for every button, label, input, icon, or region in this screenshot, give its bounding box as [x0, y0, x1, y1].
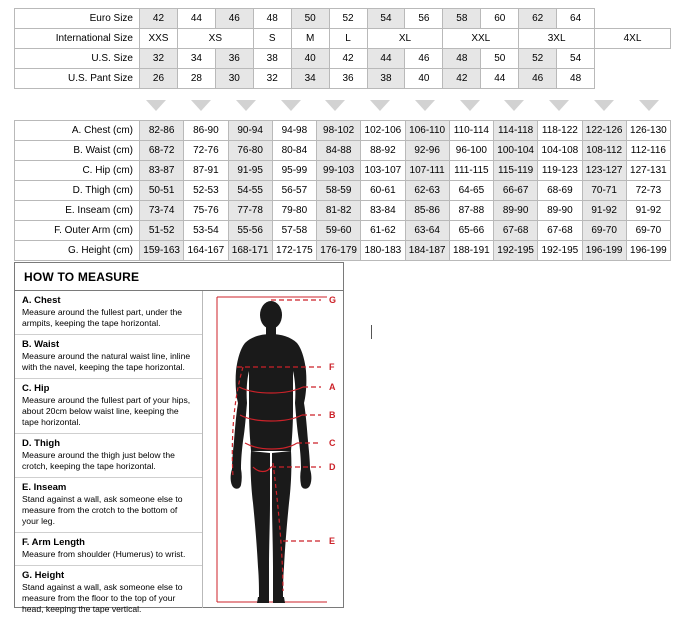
cell: 126-130 — [626, 121, 670, 141]
cell: 123-127 — [582, 161, 626, 181]
cell: 48 — [443, 49, 481, 69]
cell: 48 — [557, 69, 595, 89]
cell: 111-115 — [449, 161, 493, 181]
triangle-down-icon — [594, 100, 614, 111]
arrow-cell — [224, 94, 269, 116]
cell: 68-72 — [140, 141, 184, 161]
row-label-euro-size: Euro Size — [15, 9, 140, 29]
arrow-cell — [179, 94, 224, 116]
cell: 46 — [215, 9, 253, 29]
row-label-chest: A. Chest (cm) — [15, 121, 140, 141]
arrow-cell — [626, 94, 671, 116]
table-row-thigh — [15, 181, 671, 201]
cell: 52 — [519, 49, 557, 69]
cell: 3XL — [519, 29, 595, 49]
cell: 172-175 — [272, 241, 316, 261]
body-diagram-svg — [203, 291, 344, 608]
cell: 114-118 — [494, 121, 538, 141]
triangle-down-icon — [504, 100, 524, 111]
cell: 77-78 — [228, 201, 272, 221]
cell: 176-179 — [317, 241, 361, 261]
cell: 59-60 — [317, 221, 361, 241]
cell: 76-80 — [228, 141, 272, 161]
how-to-measure-body — [15, 291, 343, 614]
row-label-waist: B. Waist (cm) — [15, 141, 140, 161]
cell: XXL — [443, 29, 519, 49]
arrow-band — [14, 94, 671, 116]
cell: 58 — [443, 9, 481, 29]
cell: 159-163 — [140, 241, 184, 261]
measurement-figure — [203, 291, 343, 608]
cell: 107-111 — [405, 161, 449, 181]
cell: 40 — [291, 49, 329, 69]
cell: 103-107 — [361, 161, 405, 181]
table-row-inseam — [15, 201, 671, 221]
arrow-spacer — [14, 94, 134, 116]
cell: 54-55 — [228, 181, 272, 201]
cell: 54 — [367, 9, 405, 29]
measure-text: Measure around the thigh just below the crotch, keeping the tape horizontal. — [22, 450, 175, 471]
row-label-outer-arm: F. Outer Arm (cm) — [15, 221, 140, 241]
cell: 26 — [140, 69, 178, 89]
arrow-cell — [313, 94, 358, 116]
cell: 50 — [291, 9, 329, 29]
triangle-down-icon — [236, 100, 256, 111]
measure-text: Measure around the natural waist line, inline with the navel, keeping the tape horizontal. — [22, 351, 191, 372]
arrow-cell — [403, 94, 448, 116]
cell: 184-187 — [405, 241, 449, 261]
row-label-hip: C. Hip (cm) — [15, 161, 140, 181]
cell: 196-199 — [582, 241, 626, 261]
cell: 75-76 — [184, 201, 228, 221]
measure-text: Measure from shoulder (Humerus) to wrist. — [22, 549, 186, 559]
triangle-down-icon — [370, 100, 390, 111]
cell: 67-68 — [494, 221, 538, 241]
cell: 55-56 — [228, 221, 272, 241]
list-item — [15, 434, 202, 478]
marker-d: D — [329, 462, 336, 472]
cell: 122-126 — [582, 121, 626, 141]
size-table — [14, 8, 671, 89]
cell: 118-122 — [538, 121, 582, 141]
cell: 60-61 — [361, 181, 405, 201]
table-row-hip — [15, 161, 671, 181]
cell: 85-86 — [405, 201, 449, 221]
cell: 57-58 — [272, 221, 316, 241]
cell: 64 — [557, 9, 595, 29]
cell: 56-57 — [272, 181, 316, 201]
cell: 87-88 — [449, 201, 493, 221]
cell: 42 — [140, 9, 178, 29]
cell: 42 — [443, 69, 481, 89]
cell: 72-76 — [184, 141, 228, 161]
marker-f: F — [329, 362, 335, 372]
cell: 70-71 — [582, 181, 626, 201]
marker-labels — [329, 295, 336, 546]
row-label-inseam: E. Inseam (cm) — [15, 201, 140, 221]
how-to-measure-title: HOW TO MEASURE — [15, 263, 343, 291]
cell: 44 — [367, 49, 405, 69]
cell: 65-66 — [449, 221, 493, 241]
cell: 192-195 — [538, 241, 582, 261]
marker-a: A — [329, 382, 336, 392]
cell: 36 — [329, 69, 367, 89]
row-label-height: G. Height (cm) — [15, 241, 140, 261]
table-row-outer-arm — [15, 221, 671, 241]
cell: 50 — [481, 49, 519, 69]
cell: 61-62 — [361, 221, 405, 241]
triangle-down-icon — [325, 100, 345, 111]
measure-label: G. Height — [22, 570, 65, 581]
arrow-cell — [268, 94, 313, 116]
triangle-down-icon — [460, 100, 480, 111]
measure-label: C. Hip — [22, 383, 50, 394]
cell: 164-167 — [184, 241, 228, 261]
cell: S — [253, 29, 291, 49]
cell: 115-119 — [494, 161, 538, 181]
cell: 100-104 — [494, 141, 538, 161]
table-row-us-size — [15, 49, 671, 69]
cell: 196-199 — [626, 241, 670, 261]
cell: 69-70 — [582, 221, 626, 241]
cell: XS — [177, 29, 253, 49]
cell: 180-183 — [361, 241, 405, 261]
measure-label: E. Inseam — [22, 482, 67, 493]
triangle-down-icon — [146, 100, 166, 111]
measure-text: Measure around the fullest part, under the armpits, keeping the tape horizontal. — [22, 307, 183, 328]
cell: 84-88 — [317, 141, 361, 161]
cell: 42 — [329, 49, 367, 69]
cell: 69-70 — [626, 221, 670, 241]
arrow-cell — [358, 94, 403, 116]
triangle-down-icon — [281, 100, 301, 111]
cell: 108-112 — [582, 141, 626, 161]
cell: 36 — [215, 49, 253, 69]
cell: 38 — [253, 49, 291, 69]
cell: 119-123 — [538, 161, 582, 181]
triangle-down-icon — [549, 100, 569, 111]
marker-g: G — [329, 295, 337, 305]
cell: 44 — [177, 9, 215, 29]
cell: 102-106 — [361, 121, 405, 141]
measure-label: B. Waist — [22, 339, 60, 350]
cell: 66-67 — [494, 181, 538, 201]
cell: 67-68 — [538, 221, 582, 241]
cell: 53-54 — [184, 221, 228, 241]
measure-text: Stand against a wall, ask someone else to measure from the floor to the top of your head, keeping the tape vertical. — [22, 582, 183, 614]
table-row-chest — [15, 121, 671, 141]
cell: 98-102 — [317, 121, 361, 141]
table-row-us-pant-size — [15, 69, 671, 89]
cell: 91-92 — [582, 201, 626, 221]
body-silhouette — [231, 301, 312, 603]
table-row-euro-size — [15, 9, 671, 29]
cell: 83-84 — [361, 201, 405, 221]
cell: 79-80 — [272, 201, 316, 221]
cell: 46 — [405, 49, 443, 69]
cell: L — [329, 29, 367, 49]
marker-c: C — [329, 438, 336, 448]
cell: 89-90 — [538, 201, 582, 221]
measure-label: A. Chest — [22, 295, 61, 306]
cell: 91-95 — [228, 161, 272, 181]
cell: 90-94 — [228, 121, 272, 141]
measurement-table — [14, 120, 671, 261]
list-item — [15, 533, 202, 566]
table-row-height — [15, 241, 671, 261]
cell: 46 — [519, 69, 557, 89]
cell: M — [291, 29, 329, 49]
cell: 44 — [481, 69, 519, 89]
cell: 104-108 — [538, 141, 582, 161]
cell: 106-110 — [405, 121, 449, 141]
cell: 34 — [177, 49, 215, 69]
triangle-down-icon — [639, 100, 659, 111]
text-cursor — [371, 325, 372, 339]
cell: 92-96 — [405, 141, 449, 161]
cell: 96-100 — [449, 141, 493, 161]
list-item — [15, 291, 202, 335]
how-to-measure-list — [15, 291, 203, 614]
row-label-international-size: International Size — [15, 29, 140, 49]
cell: 32 — [253, 69, 291, 89]
measure-text: Stand against a wall, ask someone else to measure from the crotch to the bottom of your leg. — [22, 494, 183, 526]
measure-text: Measure around the fullest part of your hips, about 20cm below waist line, keeping the tape horizontal. — [22, 395, 191, 427]
cell: 81-82 — [317, 201, 361, 221]
row-label-thigh: D. Thigh (cm) — [15, 181, 140, 201]
cell: 91-92 — [626, 201, 670, 221]
list-item — [15, 566, 202, 620]
cell: XXS — [140, 29, 178, 49]
cell: 95-99 — [272, 161, 316, 181]
cell: 62-63 — [405, 181, 449, 201]
marker-b: B — [329, 410, 336, 420]
arrow-cell — [134, 94, 179, 116]
table-row-international-size — [15, 29, 671, 49]
cell: 52 — [329, 9, 367, 29]
cell: 80-84 — [272, 141, 316, 161]
triangle-down-icon — [415, 100, 435, 111]
cell: 188-191 — [449, 241, 493, 261]
cell: 40 — [405, 69, 443, 89]
cell: 32 — [140, 49, 178, 69]
table-row-waist — [15, 141, 671, 161]
cell: 127-131 — [626, 161, 670, 181]
cell: 192-195 — [494, 241, 538, 261]
cell: 34 — [291, 69, 329, 89]
cell: 72-73 — [626, 181, 670, 201]
cell: 110-114 — [449, 121, 493, 141]
triangle-down-icon — [191, 100, 211, 111]
cell: 83-87 — [140, 161, 184, 181]
cell: 48 — [253, 9, 291, 29]
arrow-cell — [492, 94, 537, 116]
cell: 64-65 — [449, 181, 493, 201]
list-item — [15, 379, 202, 434]
cell: XL — [367, 29, 443, 49]
cell: 99-103 — [317, 161, 361, 181]
row-label-us-pant-size: U.S. Pant Size — [15, 69, 140, 89]
cell: 63-64 — [405, 221, 449, 241]
cell: 50-51 — [140, 181, 184, 201]
cell: 89-90 — [494, 201, 538, 221]
cell: 60 — [481, 9, 519, 29]
marker-e: E — [329, 536, 336, 546]
cell: 82-86 — [140, 121, 184, 141]
cell: 28 — [177, 69, 215, 89]
measure-label: F. Arm Length — [22, 537, 85, 548]
arrow-cell — [447, 94, 492, 116]
cell: 88-92 — [361, 141, 405, 161]
cell: 68-69 — [538, 181, 582, 201]
how-to-measure-panel — [14, 262, 344, 614]
cell: 112-116 — [626, 141, 670, 161]
cell: 51-52 — [140, 221, 184, 241]
cell: 52-53 — [184, 181, 228, 201]
cell: 168-171 — [228, 241, 272, 261]
list-item — [15, 335, 202, 379]
cell: 4XL — [595, 29, 671, 49]
cell: 38 — [367, 69, 405, 89]
measure-label: D. Thigh — [22, 438, 60, 449]
arrow-cell — [582, 94, 627, 116]
cell: 86-90 — [184, 121, 228, 141]
cell: 54 — [557, 49, 595, 69]
cell: 30 — [215, 69, 253, 89]
row-label-us-size: U.S. Size — [15, 49, 140, 69]
cell: 56 — [405, 9, 443, 29]
arrow-cell — [537, 94, 582, 116]
cell: 58-59 — [317, 181, 361, 201]
cell: 73-74 — [140, 201, 184, 221]
cell: 94-98 — [272, 121, 316, 141]
list-item — [15, 478, 202, 533]
cell: 62 — [519, 9, 557, 29]
cell: 87-91 — [184, 161, 228, 181]
